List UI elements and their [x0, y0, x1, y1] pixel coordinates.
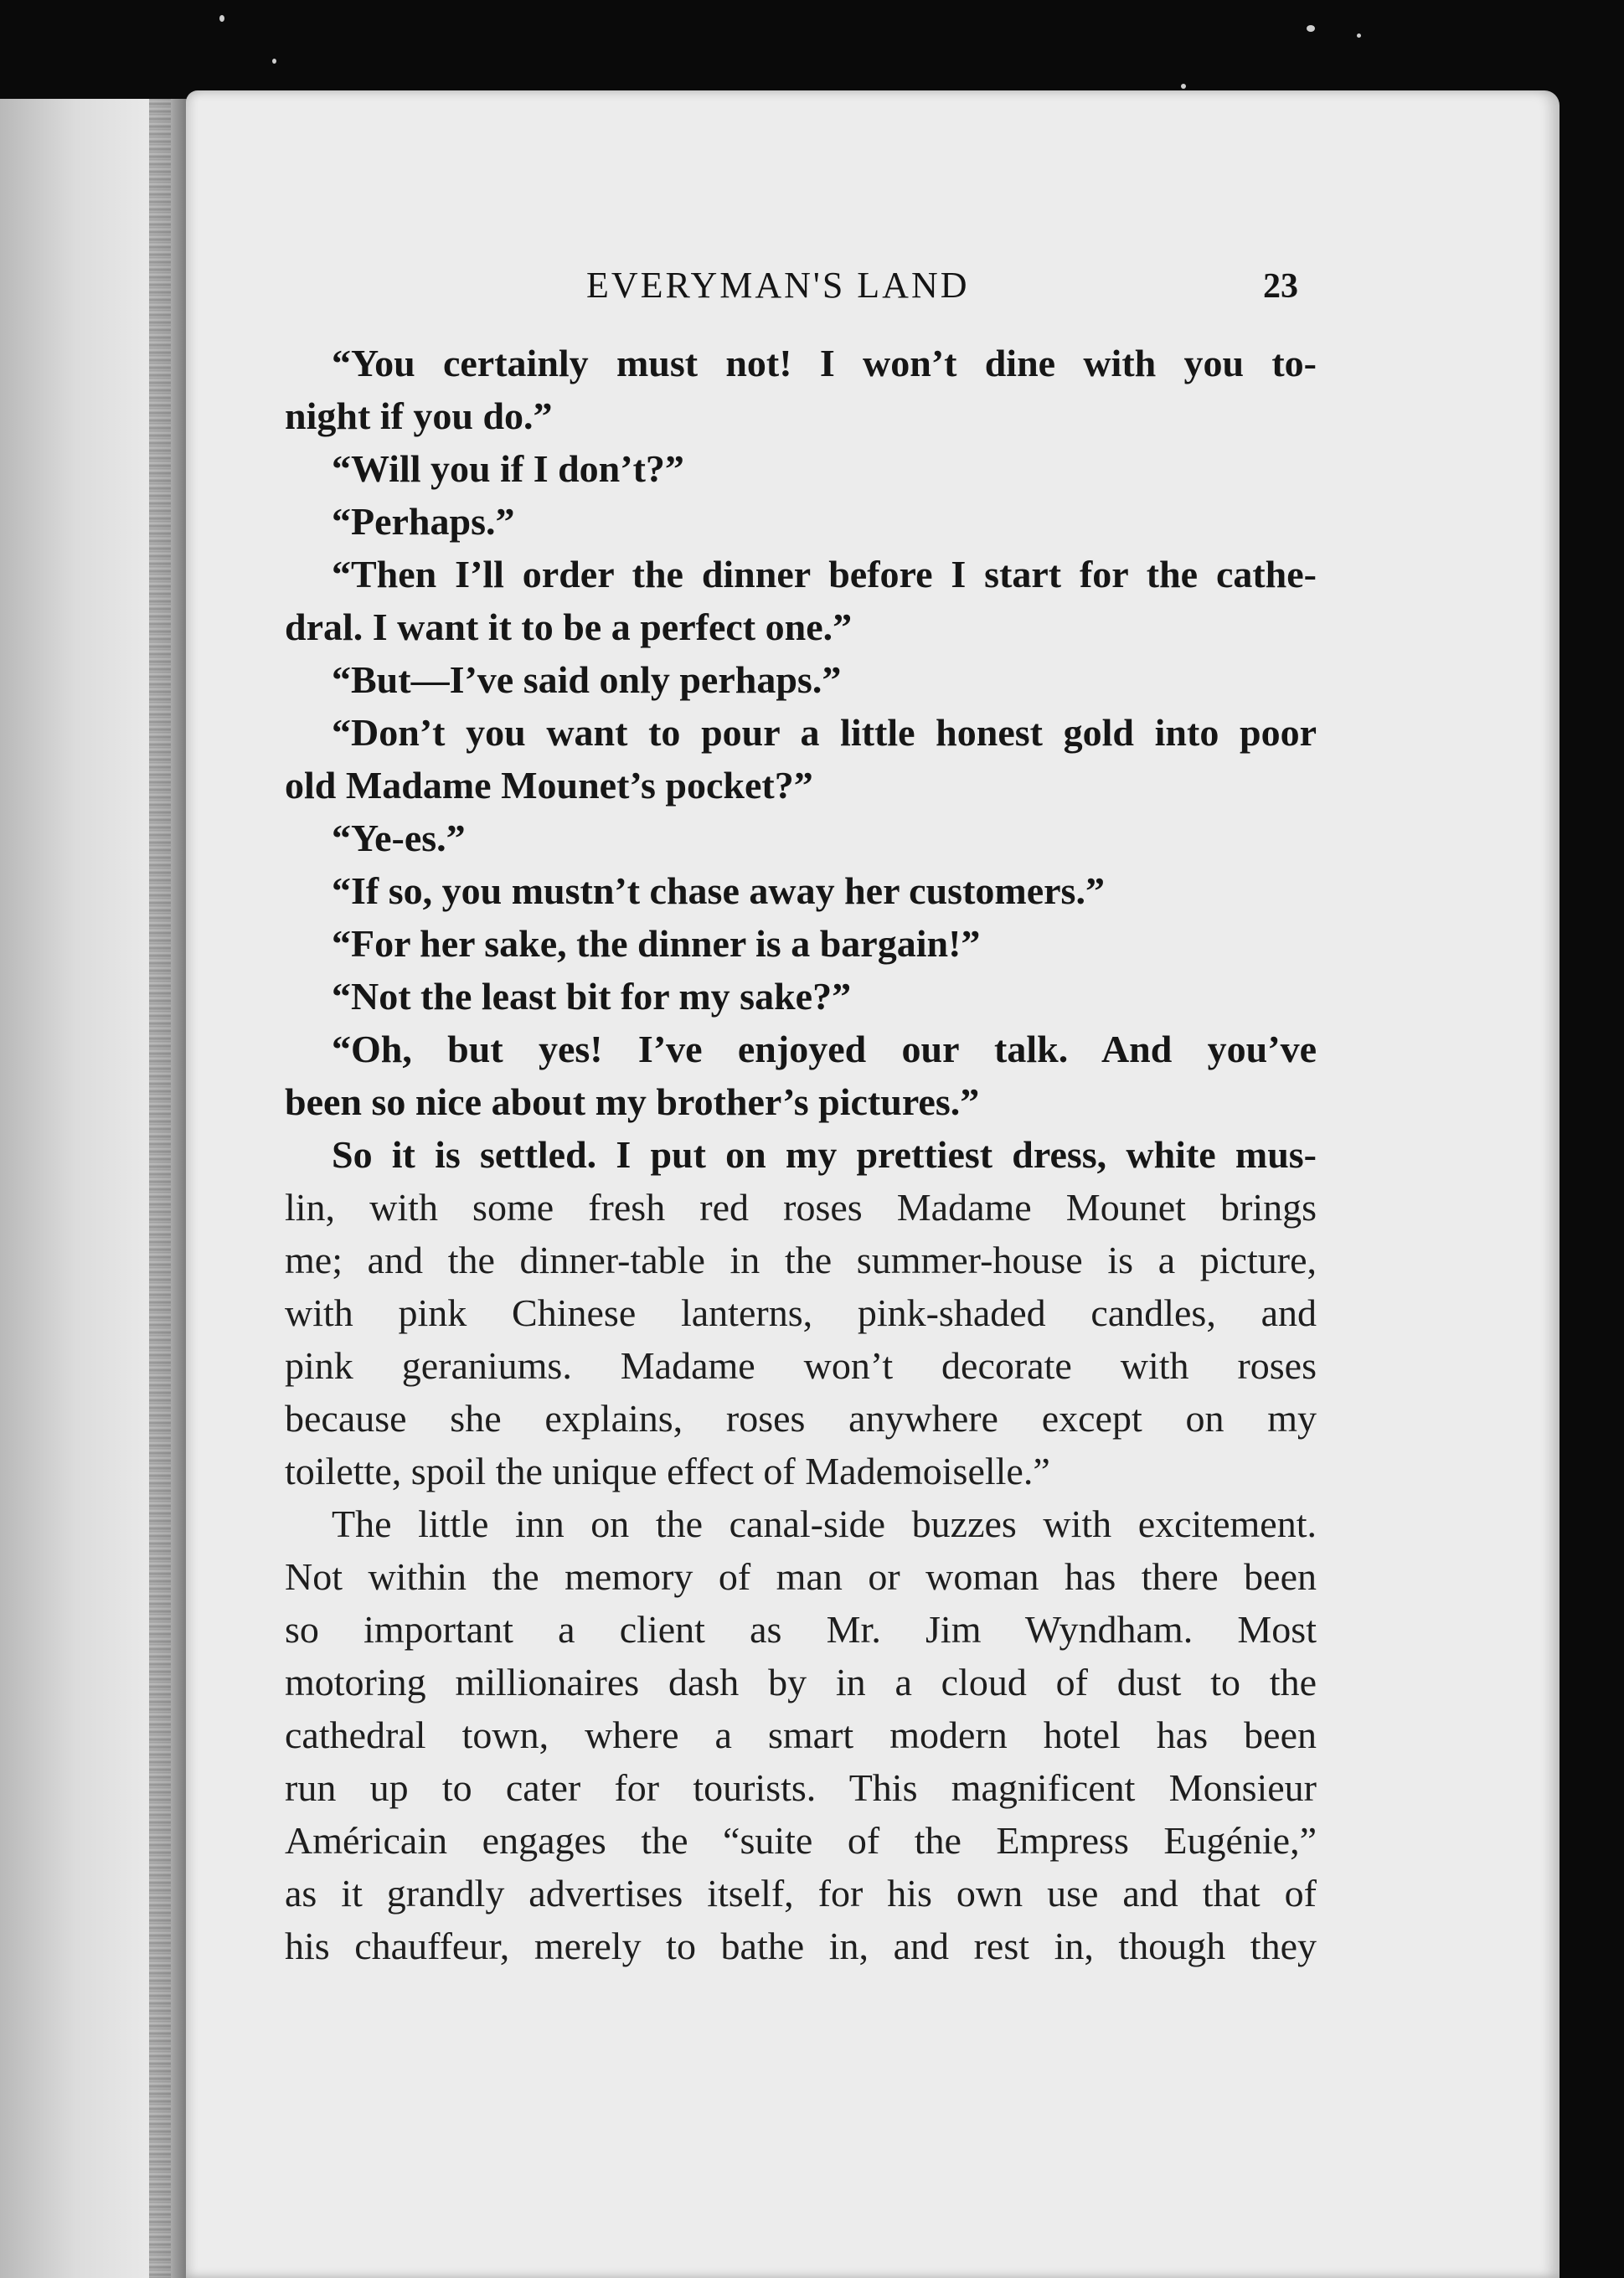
text-line: as it grandly advertises itself, for his own use and that of [285, 1872, 1317, 1915]
running-head: EVERYMAN'S LAND [586, 265, 970, 306]
text-line: old Madame Mounet’s pocket?” [285, 764, 813, 807]
page-number: 23 [1263, 267, 1298, 306]
text-line: “For her sake, the dinner is a bargain!” [332, 922, 981, 965]
text-line: with pink Chinese lanterns, pink-shaded candles, and [285, 1291, 1317, 1334]
scan-speck [1307, 25, 1315, 32]
text-line: “Not the least bit for my sake?” [332, 975, 852, 1018]
text-line: pink geraniums. Madame won’t decorate with roses [285, 1344, 1317, 1387]
text-line: “Will you if I don’t?” [332, 447, 684, 490]
text-line: night if you do.” [285, 394, 553, 437]
text-line: “If so, you mustn’t chase away her customers.” [332, 869, 1105, 912]
text-line: toilette, spoil the unique effect of Mademoiselle.” [285, 1450, 1050, 1492]
text-line: because she explains, roses anywhere except on my [285, 1397, 1317, 1440]
text-line: been so nice about my brother’s pictures.” [285, 1080, 980, 1123]
text-line: “Ye-es.” [332, 817, 466, 859]
text-line: cathedral town, where a smart modern hotel has been [285, 1714, 1317, 1756]
text-line: “Then I’ll order the dinner before I start for the cathe- [332, 553, 1317, 595]
text-line: “You certainly must not! I won’t dine with you to- [332, 342, 1317, 384]
text-line: “Don’t you want to pour a little honest gold into poor [332, 711, 1317, 754]
body-text [285, 337, 1317, 1972]
scan-speck [219, 15, 224, 22]
text-line: Américain engages the “suite of the Empress Eugénie,” [285, 1819, 1317, 1862]
text-line: motoring millionaires dash by in a cloud of dust to the [285, 1661, 1317, 1703]
text-line: me; and the dinner-table in the summer-house is a picture, [285, 1239, 1317, 1281]
text-line: lin, with some fresh red roses Madame Mounet brings [285, 1186, 1317, 1229]
text-line: his chauffeur, merely to bathe in, and rest in, though they [285, 1925, 1317, 1967]
text-line: “But—I’ve said only perhaps.” [332, 658, 842, 701]
text-line: run up to cater for tourists. This magnificent Monsieur [285, 1766, 1317, 1809]
text-line: The little inn on the canal-side buzzes with excitement. [332, 1502, 1317, 1545]
book-gutter [149, 99, 171, 2278]
text-line: so important a client as Mr. Jim Wyndham. Most [285, 1608, 1317, 1651]
text-line: So it is settled. I put on my prettiest dress, white mus- [332, 1133, 1317, 1176]
text-line: “Perhaps.” [332, 500, 515, 543]
text-line: “Oh, but yes! I’ve enjoyed our talk. And you’ve [332, 1028, 1317, 1070]
text-line: Not within the memory of man or woman has there been [285, 1555, 1317, 1598]
scan-speck [1181, 84, 1186, 89]
scan-speck [1357, 34, 1361, 38]
text-line: dral. I want it to be a perfect one.” [285, 606, 853, 648]
scan-speck [272, 59, 276, 64]
